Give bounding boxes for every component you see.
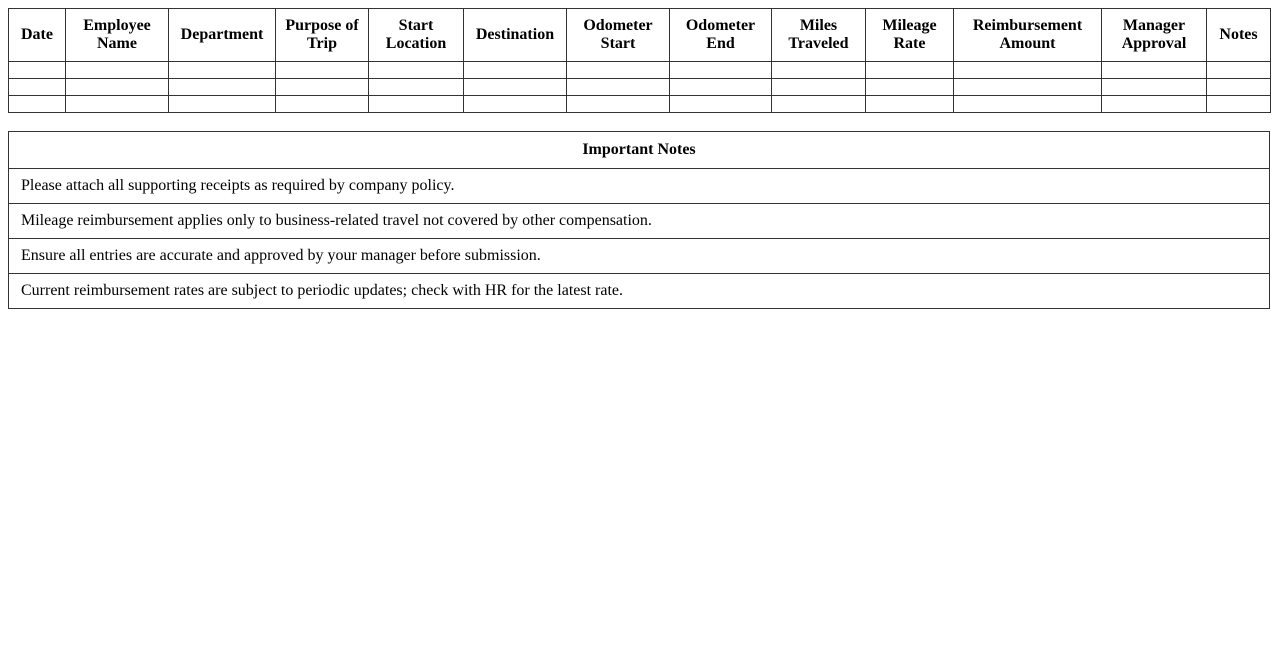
note-row — [9, 169, 1270, 204]
table-cell-start-location[interactable] — [369, 62, 464, 79]
table-cell-destination[interactable] — [464, 62, 567, 79]
column-header-notes: Notes — [1207, 9, 1271, 62]
table-cell-notes[interactable] — [1207, 79, 1271, 96]
table-row — [9, 79, 1271, 96]
note-item: Please attach all supporting receipts as required by company policy. — [9, 169, 1270, 204]
table-cell-miles-traveled[interactable] — [772, 79, 866, 96]
column-header-purpose-of-trip: Purpose of Trip — [276, 9, 369, 62]
notes-header-row — [9, 132, 1270, 169]
table-cell-employee-name[interactable] — [66, 96, 169, 113]
table-cell-start-location[interactable] — [369, 79, 464, 96]
header-row — [9, 9, 1271, 62]
table-cell-manager-approval[interactable] — [1102, 96, 1207, 113]
table-cell-department[interactable] — [169, 62, 276, 79]
note-item: Ensure all entries are accurate and approved by your manager before submission. — [9, 239, 1270, 274]
table-cell-employee-name[interactable] — [66, 62, 169, 79]
table-cell-odometer-end[interactable] — [670, 62, 772, 79]
table-cell-employee-name[interactable] — [66, 79, 169, 96]
table-cell-odometer-start[interactable] — [567, 79, 670, 96]
column-header-department: Department — [169, 9, 276, 62]
note-row — [9, 239, 1270, 274]
column-header-reimbursement-amount: Reimbursement Amount — [954, 9, 1102, 62]
note-item: Current reimbursement rates are subject to periodic updates; check with HR for the latest rate. — [9, 274, 1270, 309]
table-cell-purpose-of-trip[interactable] — [276, 79, 369, 96]
column-header-employee-name: Employee Name — [66, 9, 169, 62]
table-cell-odometer-end[interactable] — [670, 96, 772, 113]
important-notes-table — [8, 131, 1270, 309]
table-cell-date[interactable] — [9, 62, 66, 79]
table-cell-purpose-of-trip[interactable] — [276, 96, 369, 113]
note-row — [9, 274, 1270, 309]
table-cell-mileage-rate[interactable] — [866, 79, 954, 96]
column-header-odometer-start: Odometer Start — [567, 9, 670, 62]
table-row — [9, 62, 1271, 79]
column-header-destination: Destination — [464, 9, 567, 62]
column-header-miles-traveled: Miles Traveled — [772, 9, 866, 62]
table-cell-date[interactable] — [9, 79, 66, 96]
table-cell-destination[interactable] — [464, 79, 567, 96]
table-cell-purpose-of-trip[interactable] — [276, 62, 369, 79]
table-cell-miles-traveled[interactable] — [772, 62, 866, 79]
table-cell-odometer-end[interactable] — [670, 79, 772, 96]
column-header-date: Date — [9, 9, 66, 62]
table-cell-mileage-rate[interactable] — [866, 96, 954, 113]
table-cell-reimbursement-amount[interactable] — [954, 79, 1102, 96]
table-cell-mileage-rate[interactable] — [866, 62, 954, 79]
table-cell-destination[interactable] — [464, 96, 567, 113]
note-row — [9, 204, 1270, 239]
note-item: Mileage reimbursement applies only to business-related travel not covered by other compensation. — [9, 204, 1270, 239]
table-cell-odometer-start[interactable] — [567, 96, 670, 113]
table-cell-odometer-start[interactable] — [567, 62, 670, 79]
table-cell-date[interactable] — [9, 96, 66, 113]
column-header-manager-approval: Manager Approval — [1102, 9, 1207, 62]
table-cell-start-location[interactable] — [369, 96, 464, 113]
table-cell-reimbursement-amount[interactable] — [954, 62, 1102, 79]
table-cell-miles-traveled[interactable] — [772, 96, 866, 113]
notes-title: Important Notes — [9, 132, 1270, 169]
table-cell-notes[interactable] — [1207, 96, 1271, 113]
column-header-odometer-end: Odometer End — [670, 9, 772, 62]
table-cell-department[interactable] — [169, 79, 276, 96]
column-header-start-location: Start Location — [369, 9, 464, 62]
table-row — [9, 96, 1271, 113]
mileage-log-table — [8, 8, 1271, 113]
table-cell-department[interactable] — [169, 96, 276, 113]
table-cell-notes[interactable] — [1207, 62, 1271, 79]
table-cell-manager-approval[interactable] — [1102, 79, 1207, 96]
table-cell-reimbursement-amount[interactable] — [954, 96, 1102, 113]
table-cell-manager-approval[interactable] — [1102, 62, 1207, 79]
column-header-mileage-rate: Mileage Rate — [866, 9, 954, 62]
